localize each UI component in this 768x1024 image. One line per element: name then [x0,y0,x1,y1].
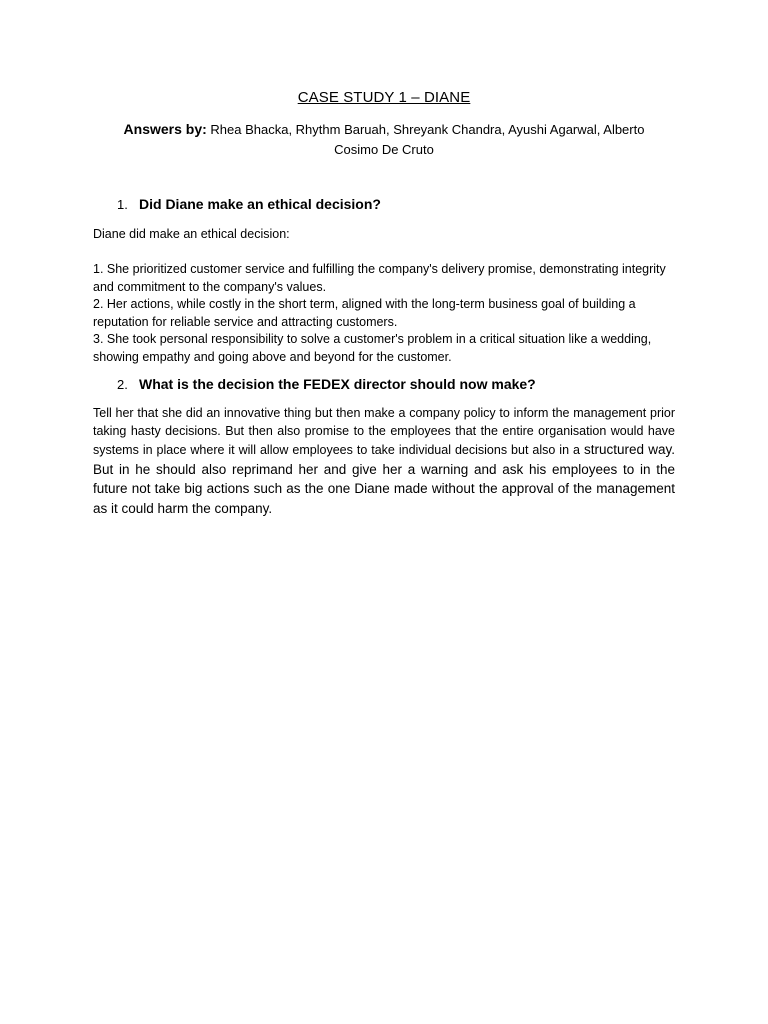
question-2-text: What is the decision the FEDEX director should now make? [139,376,536,392]
answer-2-part-2: structured way. But in he should also reprimand her and give her a warning and ask his employees to in the future not take big actions such as the one Diane made without the approval of the management as it could harm the company. [93,442,675,516]
question-1-heading [117,196,381,212]
answer-2-part-1: Tell her that she did an innovative thing but then make a company policy to inform the management prior taking hasty decisions. But then also promise to the employees that the entire organisation would have systems in place where it will allow employees to take individual decisions but also in a [93,406,675,457]
question-1-text: Did Diane make an ethical decision? [139,196,381,212]
answer-1-point-3: 3. She took personal responsibility to solve a customer's problem in a critical situation like a wedding, showing empathy and going above and beyond for the customer. [93,332,652,364]
question-2-number: 2. [117,377,128,392]
answer-1-points [93,261,675,366]
answer-2-paragraph [93,405,675,518]
document-title: CASE STUDY 1 – DIANE [297,89,471,106]
authors-names: Rhea Bhacka, Rhythm Baruah, Shreyank Chandra, Ayushi Agarwal, Alberto Cosimo De Cruto [206,122,645,157]
question-2-heading [117,376,536,392]
answer-1-point-2: 2. Her actions, while costly in the short term, aligned with the long-term business goal of building a reputation for reliable service and attracting customers. [93,297,636,329]
answer-1-intro: Diane did make an ethical decision: [93,227,290,241]
authors-label: Answers by: [123,121,207,137]
question-1-number: 1. [117,197,128,212]
authors-line [100,119,668,160]
answer-1-point-1: 1. She prioritized customer service and fulfilling the company's delivery promise, demonstrating integrity and commitment to the company's values. [93,262,666,294]
